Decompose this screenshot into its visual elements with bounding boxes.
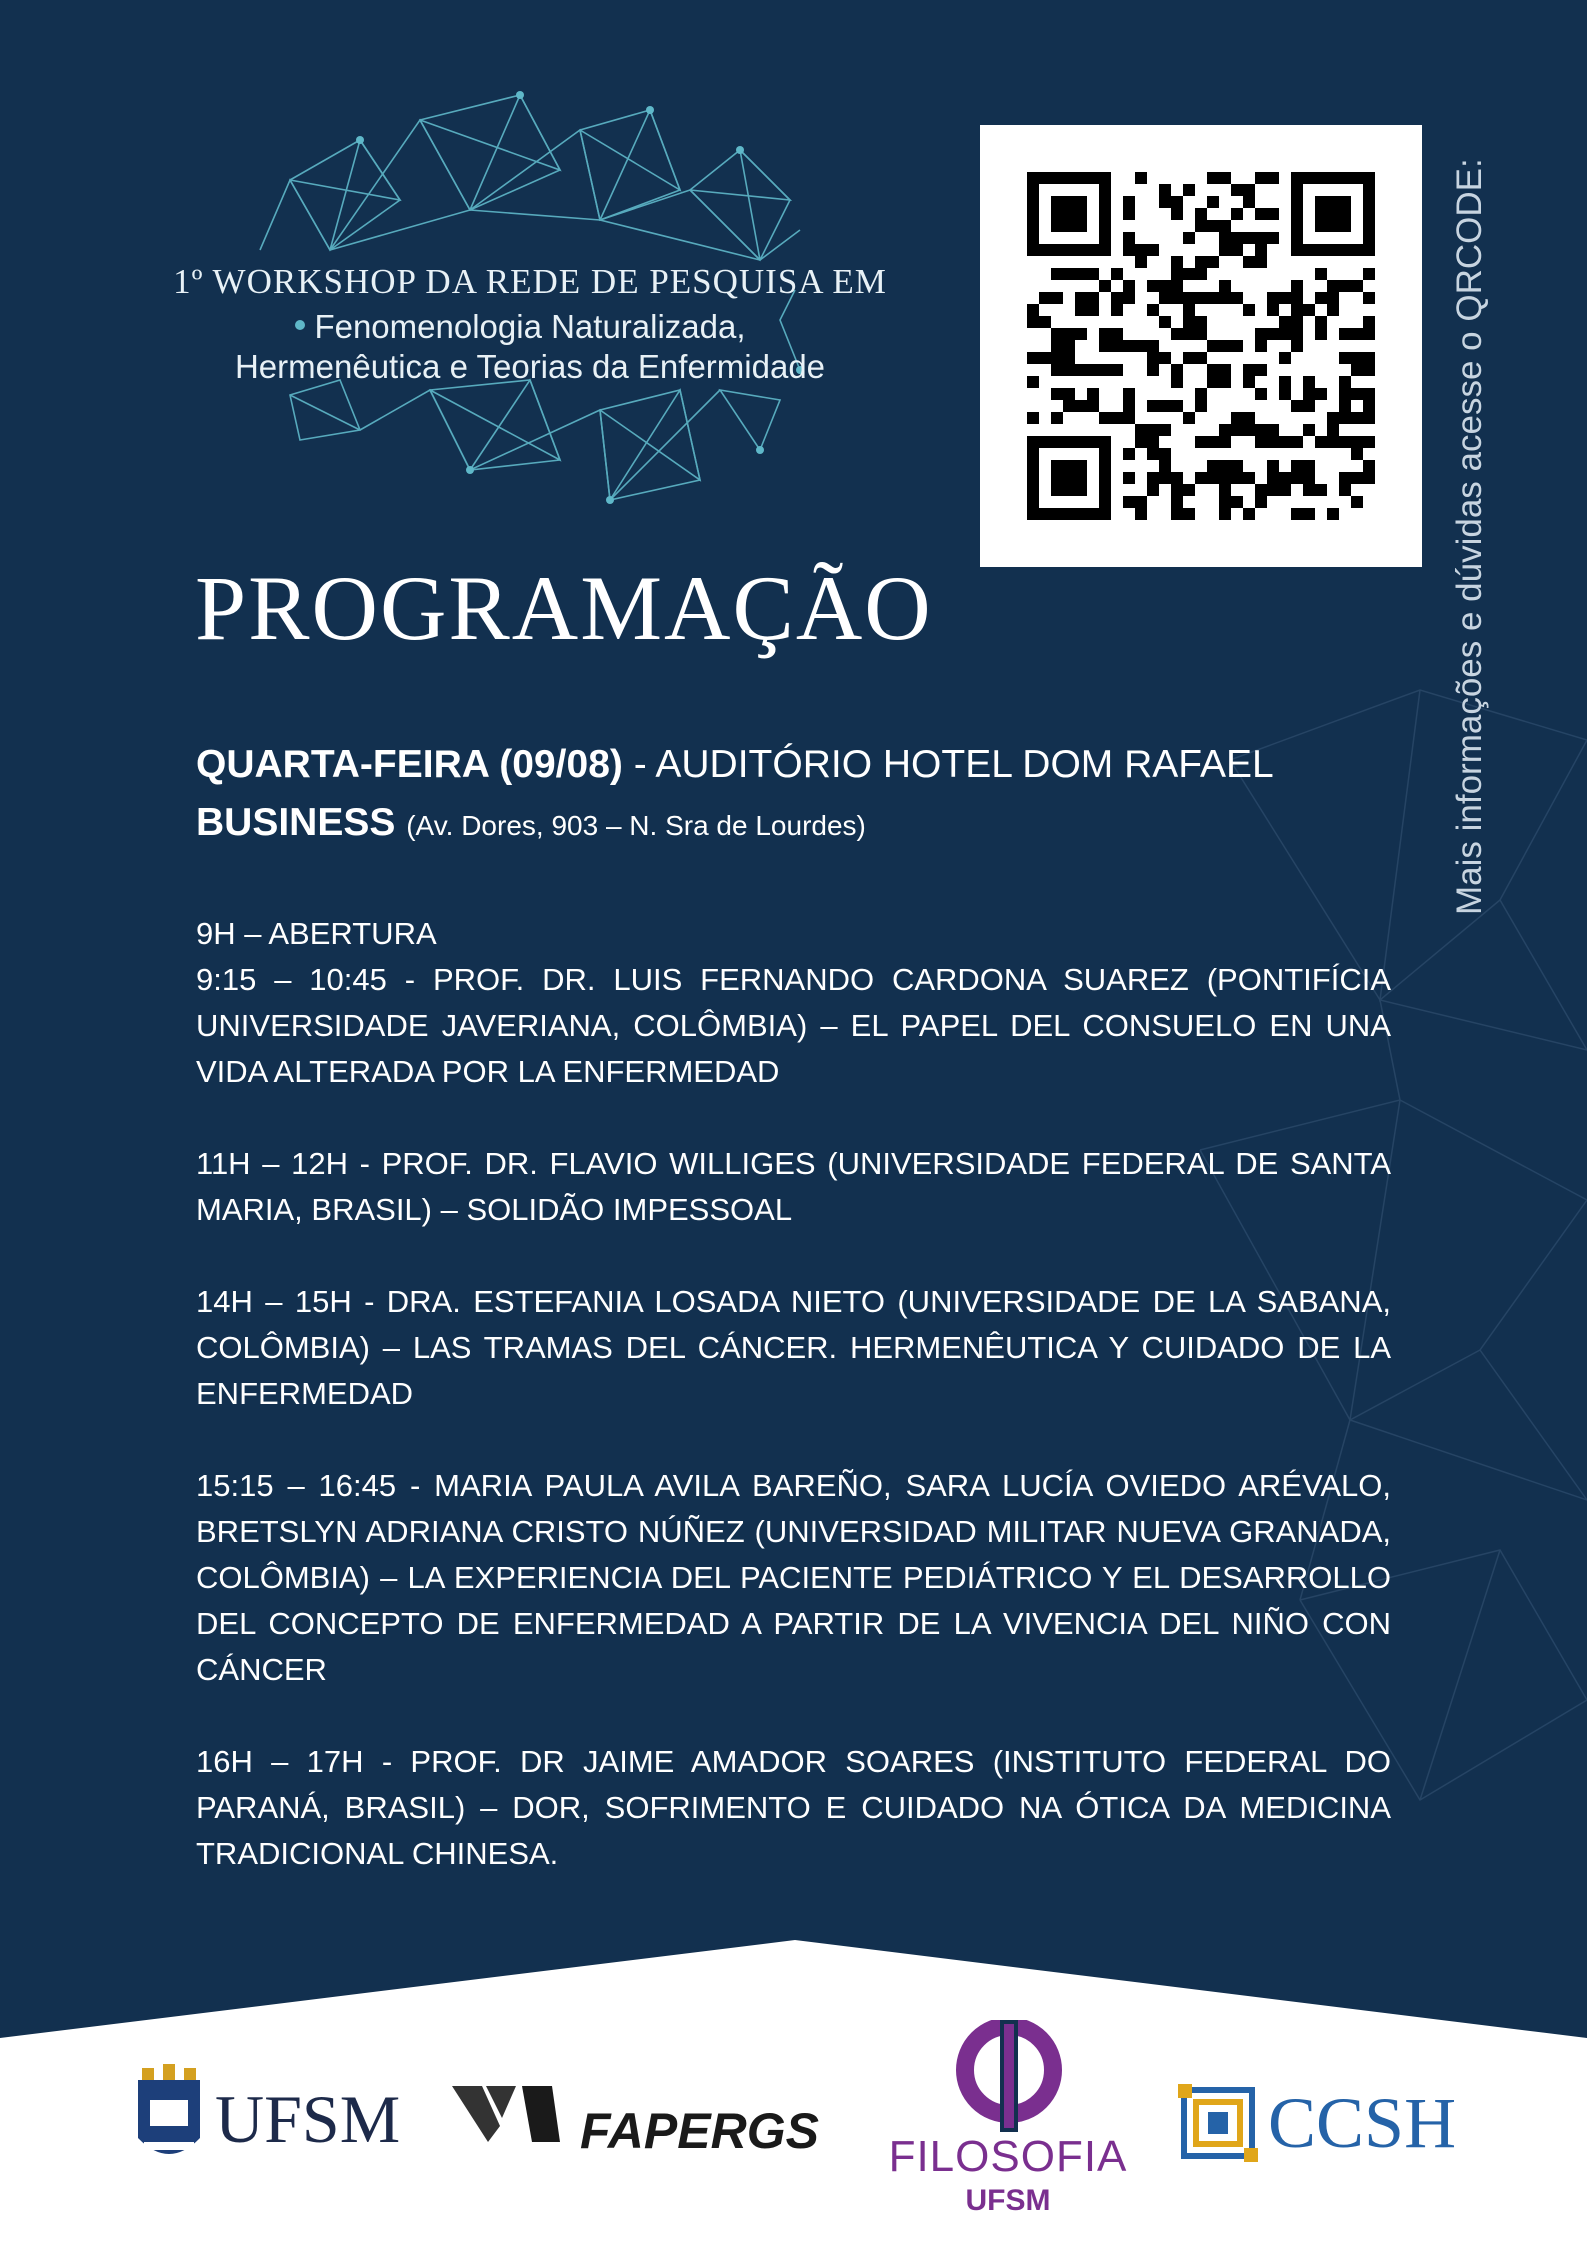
logo-line-3: Hermenêutica e Teorias da Enfermidade — [234, 348, 826, 385]
ufsm-logo: UFSM — [215, 2081, 401, 2157]
schedule-item: 9H – ABERTURA — [196, 916, 437, 951]
logo-line-2: Fenomenologia Naturalizada, — [314, 308, 746, 345]
page-title: PROGRAMAÇÃO — [195, 557, 933, 659]
schedule-item: 16H – 17H - PROF. DR JAIME AMADOR SOARES (INSTITUTO FEDERAL DO PARANÁ, BRASIL) – DOR, SOFRIMENTO E CUIDADO NA ÓTICA DA MEDICINA TRADICIONAL CHINESA. — [196, 1744, 1391, 1871]
schedule-item: 15:15 – 16:45 - MARIA PAULA AVILA BAREÑO, SARA LUCÍA OVIEDO ARÉVALO, BRETSLYN ADRIANA CRISTO NÚÑEZ (UNIVERSIDAD MILITAR NUEVA GRANADA, COLÔMBIA) – LA EXPERIENCIA DEL PACIENTE PEDIÁTRICO Y EL DESARROLLO DEL CONCEPTO DE ENFERMEDAD A PARTIR DE LA VIVENCIA DEL NIÑO CON CÁNCER — [196, 1468, 1391, 1687]
schedule-item: 14H – 15H - DRA. ESTEFANIA LOSADA NIETO (UNIVERSIDADE DE LA SABANA, COLÔMBIA) – LAS TRAMAS DEL CÁNCER. HERMENÊUTICA Y CUIDADO DE LA ENFERMEDAD — [196, 1284, 1391, 1411]
qr-code[interactable] — [980, 125, 1422, 567]
schedule-item: 11H – 12H - PROF. DR. FLAVIO WILLIGES (UNIVERSIDADE FEDERAL DE SANTA MARIA, BRASIL) – SOLIDÃO IMPESSOAL — [196, 1146, 1391, 1227]
sponsor-logos — [0, 2020, 1587, 2245]
logo-line-1: 1º WORKSHOP DA REDE DE PESQUISA EM — [173, 262, 887, 301]
venue-heading — [196, 736, 1391, 855]
qr-code-icon — [980, 125, 1422, 567]
filosofia-phi-icon — [934, 2020, 1084, 2132]
fapergs-logo: FAPERGS — [580, 2103, 819, 2159]
venue-day: QUARTA-FEIRA (09/08) — [196, 743, 623, 786]
workshop-logo — [150, 262, 910, 386]
venue-place-end: BUSINESS — [196, 801, 396, 844]
ccsh-mark-icon — [1178, 2084, 1258, 2162]
ccsh-logo: CCSH — [1268, 2083, 1457, 2163]
venue-address: (Av. Dores, 903 – N. Sra de Lourdes) — [406, 810, 866, 841]
ufsm-crest-icon — [132, 2062, 206, 2172]
schedule-item: 9:15 – 10:45 - PROF. DR. LUIS FERNANDO CARDONA SUAREZ (PONTIFÍCIA UNIVERSIDADE JAVERIANA, COLÔMBIA) – EL PAPEL DEL CONSUELO EN UNA VIDA ALTERADA POR LA ENFERMEDAD — [196, 962, 1391, 1089]
filosofia-logo: FILOSOFIA — [888, 2132, 1128, 2181]
side-info-text: Mais informações e dúvidas acesse o QRCODE: — [1450, 158, 1489, 915]
schedule-content — [196, 736, 1391, 1923]
venue-place: - AUDITÓRIO HOTEL DOM RAFAEL — [622, 743, 1273, 786]
fapergs-mark-icon — [452, 2082, 562, 2146]
filosofia-sub: UFSM — [965, 2184, 1051, 2217]
